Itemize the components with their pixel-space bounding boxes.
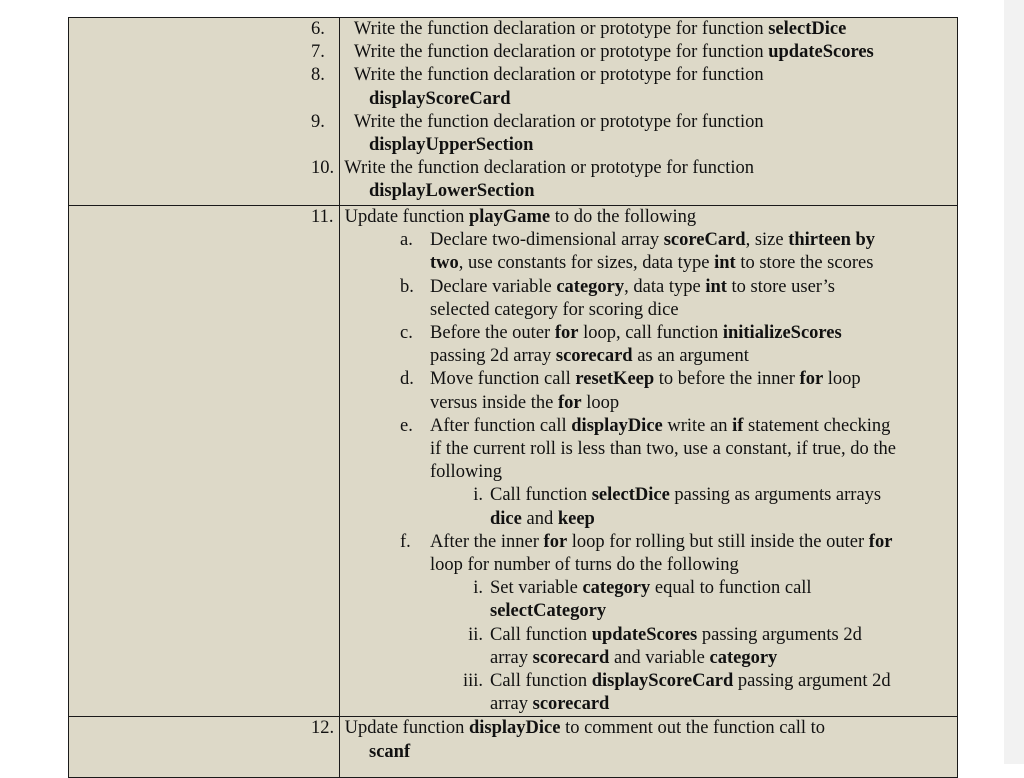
list-item: 7. Write the function declaration or prototype for function updateScores — [311, 42, 874, 63]
list-item: 6. Write the function declaration or prototype for function selectDice — [311, 19, 847, 39]
sub-sub-item-continuation — [340, 693, 957, 716]
text-run: Write the function declaration or prototype for function — [353, 111, 764, 132]
text-run: to do the following — [550, 207, 697, 227]
text-run: following — [430, 462, 502, 483]
table-row-functions-6-10 — [69, 18, 958, 206]
bold-term: playGame — [468, 207, 551, 227]
bold-term: updateScores — [768, 42, 874, 63]
text-run: Before the outer — [430, 323, 555, 344]
text-run: Declare variable — [430, 276, 557, 297]
item-number: i. — [473, 578, 483, 599]
text-run: After the inner — [430, 531, 544, 552]
text-run: Update function — [344, 718, 469, 739]
list-item: 10. Write the function declaration or prototype for function — [311, 158, 755, 179]
bold-term: selectCategory — [490, 601, 607, 622]
bold-term: two — [430, 253, 459, 274]
text-run: loop for rolling but still inside the outer — [567, 531, 869, 552]
item-number: d. — [400, 369, 414, 390]
bold-term: for — [554, 323, 579, 344]
sub-sub-item — [340, 484, 957, 507]
text-run: versus inside the — [430, 392, 558, 413]
text-run: as an argument — [632, 346, 749, 367]
bold-term: scorecard — [555, 346, 633, 367]
text-run: After function call — [430, 415, 572, 436]
list-item: 11. Update function playGame to do the following — [311, 207, 697, 227]
bold-term: resetKeep — [575, 369, 655, 390]
text-run: equal to function call — [650, 578, 812, 599]
text-run: passing as arguments arrays — [669, 485, 882, 506]
bold-term: displayUpperSection — [369, 135, 534, 156]
list-item-continuation — [340, 180, 957, 203]
sub-sub-item — [340, 624, 957, 647]
sub-sub-item — [340, 670, 957, 693]
text-run: Set variable — [490, 578, 583, 599]
sub-sub-item-continuation — [340, 508, 957, 531]
item-number: a. — [400, 230, 413, 251]
bold-term: dice — [490, 508, 522, 529]
text-run: , size — [745, 230, 789, 251]
item-number: iii. — [462, 671, 483, 692]
list-item-continuation — [340, 134, 957, 157]
text-run: loop for number of turns do the following — [430, 555, 739, 576]
bold-term: displayScoreCard — [591, 671, 734, 692]
sub-item — [340, 415, 957, 438]
list-item: 9. Write the function declaration or prototype for function — [311, 111, 764, 132]
bold-term: selectDice — [591, 485, 670, 506]
window-right-edge — [1004, 0, 1024, 764]
bold-term: selectDice — [768, 19, 847, 39]
sub-sub-item — [340, 577, 957, 600]
sub-item-continuation — [340, 461, 957, 484]
text-run: Call function — [490, 485, 592, 506]
list-item-continuation — [340, 88, 957, 111]
text-run: Write the function declaration or prototype for function — [353, 19, 769, 39]
sub-item-continuation — [340, 392, 957, 415]
instructions-table — [68, 17, 958, 778]
instructions-cell — [311, 717, 958, 778]
text-run: selected category for scoring dice — [430, 299, 679, 320]
text-run: Call function — [490, 671, 592, 692]
bold-term: category — [582, 578, 651, 599]
text-run: to comment out the function call to — [560, 718, 826, 739]
list-item: 8. Write the function declaration or prototype for function — [311, 65, 764, 86]
sub-item-continuation — [340, 438, 957, 461]
empty-left-cell — [69, 717, 340, 778]
bold-term: category — [709, 647, 778, 668]
empty-left-cell — [69, 18, 340, 206]
sub-item — [340, 276, 957, 299]
bold-term: thirteen by — [788, 230, 876, 251]
sub-item-continuation — [340, 299, 957, 322]
bold-term: displayScoreCard — [369, 88, 511, 109]
text-run: to before the inner — [654, 369, 800, 390]
text-run: , use constants for sizes, data type — [458, 253, 715, 274]
text-run: , data type — [624, 276, 706, 297]
text-run: passing argument 2d — [733, 671, 891, 692]
empty-left-cell — [69, 206, 340, 717]
text-run: statement checking — [743, 415, 891, 436]
text-run: array — [490, 647, 533, 668]
text-run: loop, call function — [578, 323, 723, 344]
bold-term: scoreCard — [663, 230, 746, 251]
table-row-displaydice-12 — [69, 717, 958, 778]
bold-term: category — [556, 276, 625, 297]
item-number: e. — [400, 415, 413, 436]
bold-term: keep — [557, 508, 595, 529]
text-run: passing arguments 2d — [697, 624, 862, 645]
instructions-cell — [311, 206, 958, 717]
bold-term: scanf — [369, 741, 411, 762]
sub-sub-item-continuation — [340, 647, 957, 670]
bold-term: for — [557, 392, 582, 413]
bold-term: if — [732, 415, 744, 436]
text-run: Write the function declaration or prototype for function — [353, 65, 764, 86]
text-run: Update function — [344, 207, 469, 227]
sub-item-continuation — [340, 252, 957, 275]
bold-term: int — [705, 276, 727, 297]
sub-item — [340, 229, 957, 252]
sub-item — [340, 322, 957, 345]
bold-term: displayDice — [571, 415, 663, 436]
bold-term: initializeScores — [722, 323, 842, 344]
sub-item-continuation — [340, 554, 957, 577]
instructions-cell — [311, 18, 958, 206]
item-number: c. — [400, 323, 413, 344]
bold-term: for — [543, 531, 568, 552]
sub-sub-item-continuation — [340, 600, 957, 623]
bold-term: displayLowerSection — [369, 181, 535, 202]
text-run: and variable — [609, 647, 710, 668]
text-run: array — [490, 694, 533, 715]
sub-item-continuation — [340, 345, 957, 368]
sub-item — [340, 368, 957, 391]
text-run: to store user’s — [726, 276, 835, 297]
sub-item — [340, 531, 957, 554]
text-run: Move function call — [430, 369, 576, 390]
item-number: i. — [473, 485, 483, 506]
text-run: to store the scores — [735, 253, 874, 274]
text-run: loop — [823, 369, 861, 390]
text-run: and — [521, 508, 558, 529]
bold-term: updateScores — [591, 624, 698, 645]
text-run: passing 2d array — [430, 346, 556, 367]
list-item-continuation — [340, 741, 957, 764]
text-run: if the current roll is less than two, use a constant, if true, do the — [430, 439, 896, 460]
bold-term: scorecard — [532, 694, 610, 715]
text-run: Call function — [490, 624, 592, 645]
bold-term: int — [714, 253, 736, 274]
bold-term: for — [868, 531, 893, 552]
list-item: 12. Update function displayDice to comment out the function call to — [311, 718, 826, 739]
bold-term: for — [799, 369, 824, 390]
text-run: write an — [662, 415, 733, 436]
bold-term: scorecard — [532, 647, 610, 668]
text-run: loop — [581, 392, 620, 413]
item-number: b. — [400, 276, 414, 297]
text-run: Write the function declaration or prototype for function — [344, 158, 755, 179]
item-number: f. — [400, 531, 411, 552]
item-number: ii. — [468, 624, 483, 645]
text-run: Declare two-dimensional array — [430, 230, 664, 251]
table-row-playgame-11 — [69, 206, 958, 717]
bold-term: displayDice — [468, 718, 561, 739]
text-run: Write the function declaration or prototype for function — [353, 42, 769, 63]
